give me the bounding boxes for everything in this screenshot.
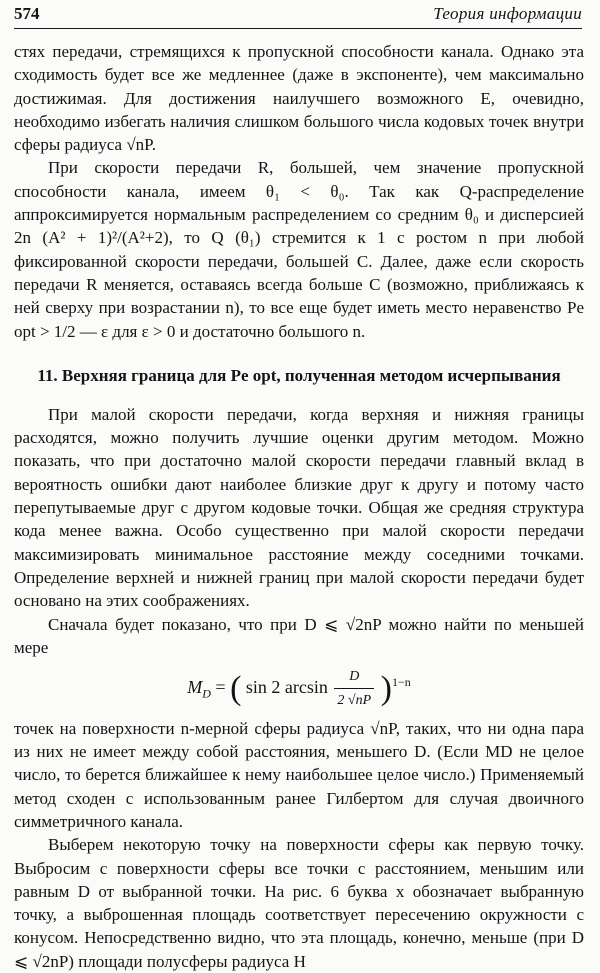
fraction-denominator: 2 √nP — [337, 693, 372, 709]
page-body — [14, 40, 584, 973]
paragraph: точек на поверхности n-мерной сферы радиуса √nP, таких, что ни одна пара из них не имеет между собой расстояния, меньшего D. (Если MD не целое число, то берется ближайшее к нему наибольшее целое число.) Применяемый метод сходен с использованным ранее Гилбертом для случая двоичного симметричного канала. — [14, 718, 584, 831]
paragraph: Выберем некоторую точку на поверхности сферы как первую точку. Выбросим с поверхности сферы все точки с расстоянием, меньшим или равным D от выбранной точки. На рис. 6 буква x обозначает выбранную точку, а выброшенная площадь соответствует пересечению окружности с конусом. Непосредственно видно, что эта площадь, конечно, меньше (при D ⩽ √2nP) площади полусферы радиуса H — [14, 835, 584, 971]
page-number: 574 — [14, 4, 40, 23]
running-head: Теория информации — [433, 4, 582, 23]
page-header — [14, 4, 582, 29]
formula-lhs: M — [187, 677, 203, 698]
fraction-numerator: D — [334, 665, 374, 689]
formula-md — [14, 665, 584, 713]
paragraph: При скорости передачи R, большей, чем значение пропускной способности канала, имеем θ₁ < θ₀. Так как Q-распределение аппроксимируется нормальным распределением со средним θ₀ и дисперсией 2n (A² + 1)²/(A²+2), то Q (θ₁) стремится к 1 с ростом n при любой фиксированной скорости передачи, большей C. Далее, даже если скорость передачи R меняется, оставаясь всегда больше C (возможно, приближаясь к ней сверху при возрастании n), то все еще будет иметь место неравенство Pe opt > 1/2 — ε для ε > 0 и достаточно большого n. — [14, 158, 584, 341]
formula-func: sin 2 arcsin — [245, 677, 328, 698]
left-paren: ( — [230, 669, 242, 707]
formula-lhs-sub: D — [202, 686, 211, 701]
section-title: 11. Верхняя граница для Pe opt, полученная методом исчерпывания — [37, 365, 561, 385]
paragraph: стях передачи, стремящихся к пропускной способности канала. Однако эта сходимость будет все же медленнее (даже в экспоненте), чем максимально достижимая. Для достижения наилучшего возможного E, очевидно, необходимо избегать наличия слишком большого числа кодовых точек внутри сферы радиуса √nP. — [14, 42, 584, 155]
formula-equals: = — [215, 677, 226, 698]
paragraph: Сначала будет показано, что при D ⩽ √2nP можно найти по меньшей мере — [14, 614, 584, 657]
formula-fraction — [334, 665, 374, 713]
paragraph: При малой скорости передачи, когда верхняя и нижняя границы расходятся, можно получить лучшие оценки другим методом. Можно показать, что при достаточно малой скорости передачи главный вклад в вероятность ошибки дают наиболее близкие друг к другу и потому часто перепутываемые друг с другом кодовые точки. Общая же средняя структура кода менее важна. Особо существенно при малой скорости передачи максимизировать минимальное расстояние между соседними точками. Определение верхней и нижней границ при малой скорости передачи будет основано на этих соображениях. — [14, 404, 584, 611]
right-paren: ) — [380, 669, 392, 707]
formula-exponent: 1−n — [391, 675, 411, 690]
